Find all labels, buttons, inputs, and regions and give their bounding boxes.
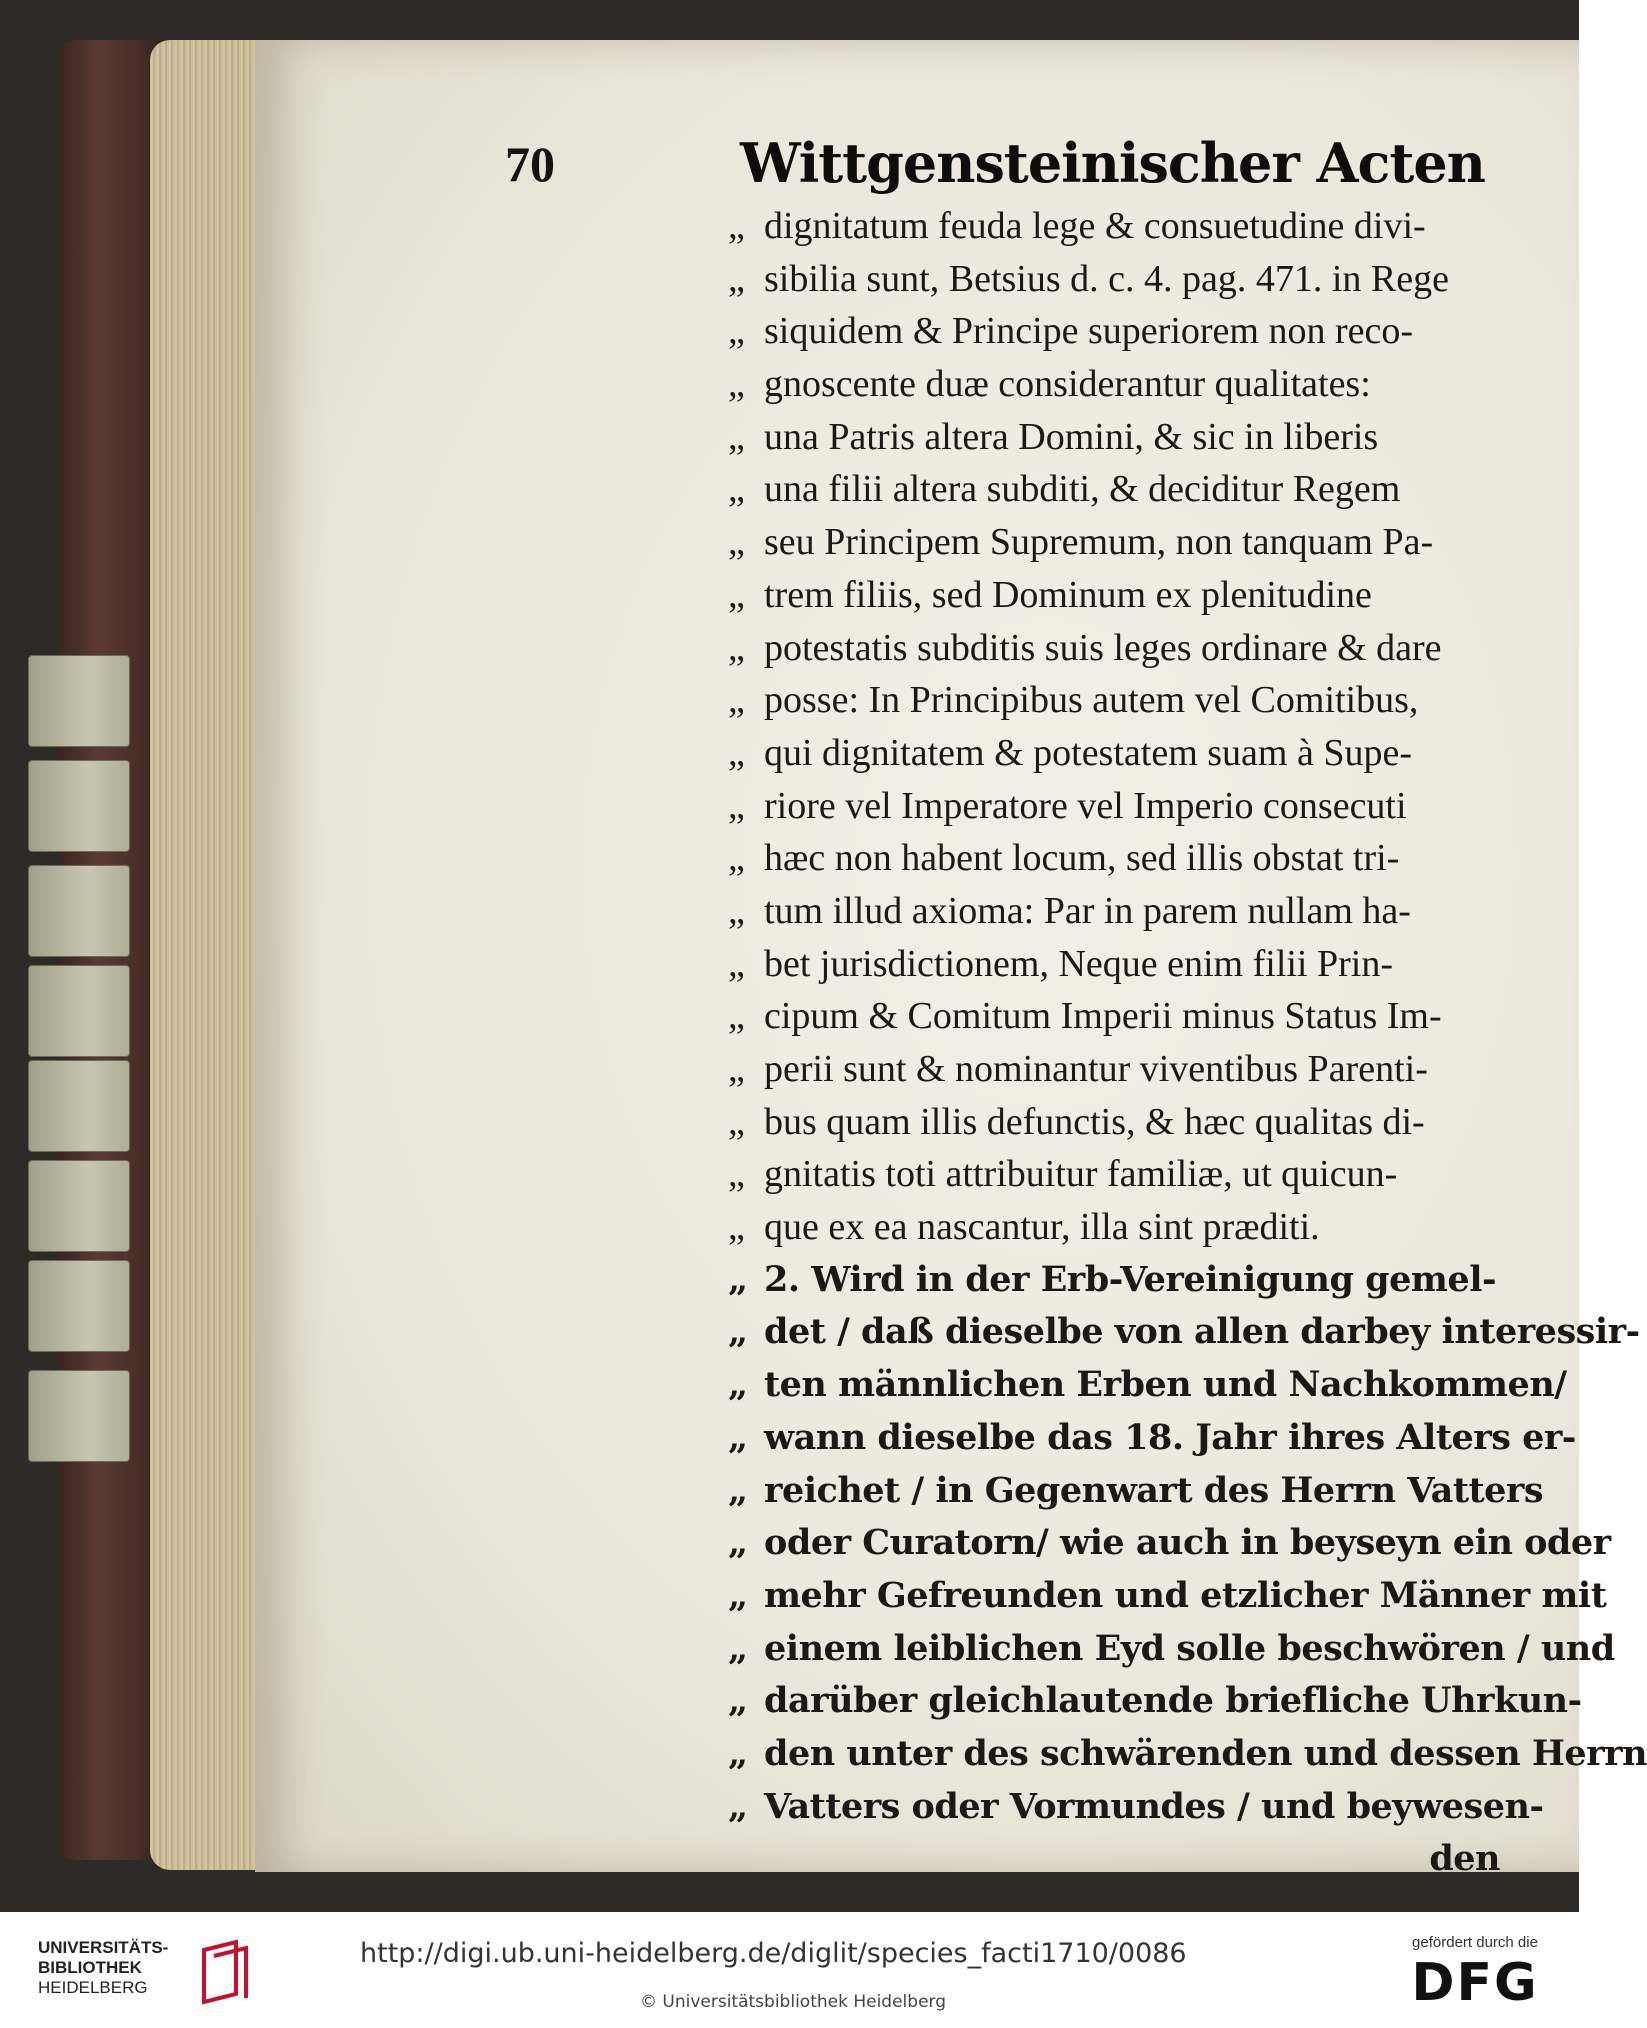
- quote-mark: „: [728, 889, 745, 932]
- quote-mark: „: [728, 1153, 745, 1196]
- page-text: [728, 200, 1647, 1886]
- line-text: ten männlichen Erben und Nachkommen/: [764, 1364, 1567, 1406]
- quote-mark: „: [728, 1627, 748, 1669]
- line-text: cipum & Comitum Imperii minus Status Im-: [764, 995, 1442, 1038]
- line-text: hæc non habent locum, sed illis obstat tri-: [764, 837, 1400, 880]
- page-number: 70: [505, 136, 555, 192]
- line-text: siquidem & Principe superiorem non reco-: [764, 310, 1414, 353]
- text-line: [728, 1096, 1508, 1149]
- funder-block[interactable]: [1400, 1934, 1550, 2018]
- quote-mark: „: [728, 257, 745, 300]
- quote-mark: „: [728, 1680, 748, 1722]
- copyright-notice: © Universitätsbibliothek Heidelberg: [640, 1992, 947, 2012]
- quote-mark: „: [728, 1574, 748, 1616]
- text-line: [728, 411, 1508, 464]
- library-name-line3: HEIDELBERG: [38, 1978, 148, 1997]
- quote-mark: „: [728, 1206, 745, 1249]
- line-text: sibilia sunt, Betsius d. c. 4. pag. 471. in Rege: [764, 257, 1450, 300]
- quote-mark: „: [728, 468, 745, 511]
- text-line: [728, 1728, 1647, 1781]
- line-text: posse: In Principibus autem vel Comitibus,: [764, 679, 1419, 722]
- quote-mark: „: [728, 731, 745, 774]
- line-text: dignitatum feuda lege & consuetudine divi-: [764, 205, 1426, 247]
- line-text: mehr Gefreunden und etzlicher Männer mit: [764, 1574, 1607, 1616]
- quote-mark: „: [728, 363, 745, 406]
- text-line: [728, 1043, 1508, 1096]
- text-line: [728, 1781, 1544, 1834]
- line-text: una filii altera subditi, & deciditur Regem: [764, 468, 1401, 511]
- line-text: riore vel Imperatore vel Imperio consecuti: [764, 784, 1407, 827]
- quote-mark: „: [728, 626, 745, 669]
- quote-mark: „: [728, 1258, 748, 1300]
- text-line: [728, 305, 1508, 358]
- line-text: seu Principem Supremum, non tanquam Pa-: [764, 521, 1434, 564]
- viewer-footer: [0, 1912, 1579, 2028]
- library-logo[interactable]: [38, 1938, 238, 2008]
- quote-mark: „: [728, 837, 745, 880]
- quote-mark: „: [728, 1048, 745, 1090]
- text-line: [728, 569, 1508, 622]
- line-text: bet jurisdictionem, Neque enim filii Prin-: [764, 942, 1393, 985]
- text-line: [728, 1465, 1544, 1518]
- text-line: [728, 253, 1508, 306]
- text-line: [728, 885, 1508, 938]
- library-name-line1: UNIVERSITÄTS-: [38, 1938, 169, 1957]
- text-line: [728, 1306, 1640, 1359]
- line-text: wann dieselbe das 18. Jahr ihres Alters er-: [764, 1416, 1576, 1458]
- page-tab: [28, 865, 130, 957]
- text-line: [728, 727, 1508, 780]
- quote-mark: „: [728, 310, 745, 353]
- quote-mark: „: [728, 521, 745, 564]
- quote-mark: „: [728, 942, 745, 985]
- line-text: Vatters oder Vormundes / und beywesen-: [764, 1785, 1544, 1827]
- quote-mark: „: [728, 995, 745, 1038]
- text-line: [728, 1675, 1582, 1728]
- catchword: den: [1429, 1838, 1500, 1880]
- quote-mark: „: [728, 1364, 748, 1406]
- permalink-url[interactable]: http://digi.ub.uni-heidelberg.de/diglit/species_facti1710/0086: [360, 1938, 1187, 1969]
- quote-mark: „: [728, 1732, 748, 1774]
- running-title: Wittgensteinischer Acten: [740, 131, 1485, 195]
- line-text: einem leiblichen Eyd solle beschwören / und: [764, 1627, 1615, 1669]
- text-line: [728, 990, 1508, 1043]
- line-text: oder Curatorn/ wie auch in beyseyn ein oder: [764, 1522, 1611, 1564]
- library-name-line2: BIBLIOTHEK: [38, 1958, 142, 1977]
- line-text: bus quam illis defunctis, & hæc qualitas di-: [764, 1100, 1425, 1143]
- text-line: [728, 1201, 1508, 1254]
- page-edges: [150, 40, 270, 1870]
- text-line: [728, 358, 1508, 411]
- line-text: darüber gleichlautende briefliche Uhrkun-: [764, 1680, 1582, 1722]
- quote-mark: „: [728, 415, 745, 458]
- page-tab: [28, 1160, 130, 1252]
- line-text: den unter des schwärenden und dessen Herrn: [764, 1732, 1647, 1774]
- line-text: trem filiis, sed Dominum ex plenitudine: [764, 573, 1372, 616]
- text-line: [728, 622, 1508, 675]
- page-tab: [28, 965, 130, 1057]
- quote-mark: „: [728, 1469, 748, 1511]
- library-emblem-icon: [196, 1940, 256, 2004]
- line-text: gnitatis toti attribuitur familiæ, ut quicun-: [764, 1153, 1398, 1196]
- text-line: [728, 1254, 1508, 1307]
- quote-mark: „: [728, 1416, 748, 1458]
- text-line: [728, 1570, 1607, 1623]
- text-line: [728, 1412, 1576, 1465]
- text-line: [728, 200, 1508, 253]
- page-tab: [28, 1260, 130, 1352]
- page-tab: [28, 1370, 130, 1462]
- line-text: potestatis subditis suis leges ordinare & dare: [764, 626, 1442, 669]
- quote-mark: „: [728, 205, 745, 247]
- page-tab: [28, 655, 130, 747]
- page-header: [505, 131, 1505, 205]
- text-line: [728, 1359, 1567, 1412]
- text-line: [728, 780, 1508, 833]
- quote-mark: „: [728, 573, 745, 616]
- text-line: [728, 674, 1508, 727]
- funding-note: gefördert durch die: [1412, 1934, 1538, 1951]
- text-line: [728, 516, 1508, 569]
- line-text: reichet / in Gegenwart des Herrn Vatters: [764, 1469, 1544, 1511]
- line-text: 2. Wird in der Erb-Vereinigung gemel-: [764, 1258, 1497, 1300]
- line-text: det / daß dieselbe von allen darbey interessir-: [764, 1311, 1640, 1353]
- line-text: gnoscente duæ considerantur qualitates:: [764, 363, 1371, 406]
- text-line: [728, 463, 1508, 516]
- quote-mark: „: [728, 679, 745, 722]
- page-tab: [28, 1060, 130, 1152]
- quote-mark: „: [728, 1785, 748, 1827]
- text-line: [728, 832, 1508, 885]
- quote-mark: „: [728, 1522, 748, 1564]
- line-text: qui dignitatem & potestatem suam à Supe-: [764, 731, 1412, 774]
- text-line: [728, 1623, 1615, 1676]
- quote-mark: „: [728, 784, 745, 827]
- text-line: [728, 938, 1508, 991]
- text-line: [728, 1517, 1611, 1570]
- line-text: que ex ea nascantur, illa sint præditi.: [764, 1206, 1320, 1249]
- line-text: perii sunt & nominantur viventibus Parenti-: [764, 1048, 1428, 1090]
- quote-mark: „: [728, 1311, 748, 1353]
- line-text: una Patris altera Domini, & sic in liberis: [764, 415, 1379, 458]
- quote-mark: „: [728, 1100, 745, 1143]
- dfg-logo: DFG: [1411, 1953, 1539, 2013]
- line-text: tum illud axioma: Par in parem nullam ha-: [764, 889, 1411, 932]
- page-tab: [28, 760, 130, 852]
- text-line: [728, 1148, 1508, 1201]
